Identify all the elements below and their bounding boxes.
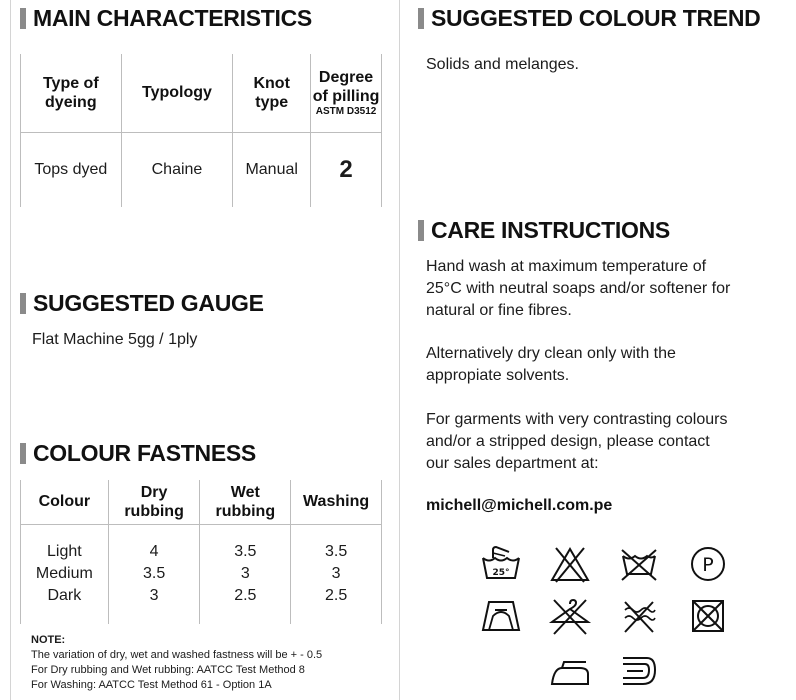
row-dark-washing: 2.5	[324, 586, 348, 604]
row-dark-wet: 2.5	[234, 586, 257, 604]
astm-note: ASTM D3512	[315, 105, 377, 117]
row-medium-colour: Medium	[35, 564, 93, 582]
header-knot: Knot type	[233, 54, 311, 132]
row-dark-dry: 3	[149, 586, 159, 604]
hand-wash-icon	[479, 544, 523, 584]
contact-email-link[interactable]: michell@michell.com.pe	[426, 497, 613, 514]
note-line: For Washing: AATCC Test Method 61 - Option 1A	[31, 679, 272, 691]
professional-wet-clean-icon	[617, 652, 661, 692]
note-line: For Dry rubbing and Wet rubbing: AATCC Test Method 8	[31, 664, 305, 676]
gauge-value: Flat Machine 5gg / 1ply	[32, 331, 198, 348]
header-dyeing: Type of dyeing	[21, 54, 122, 132]
row-medium-wet: 3	[240, 564, 250, 582]
suggested-gauge-title: SUGGESTED GAUGE	[20, 290, 264, 317]
row-medium-washing: 3	[331, 564, 341, 582]
washing-column	[291, 524, 382, 624]
note-label: NOTE:	[31, 634, 66, 646]
header-washing: Washing	[291, 480, 382, 524]
main-characteristics-title: MAIN CHARACTERISTICS	[20, 5, 312, 32]
title-bar	[20, 8, 26, 29]
left-page-edge	[10, 0, 11, 700]
dry-clean-p-icon	[686, 544, 730, 584]
value-typology: Chaine	[121, 132, 233, 207]
do-not-machine-dry-icon	[686, 596, 730, 636]
row-light-colour: Light	[47, 542, 82, 560]
header-pilling: Degree of pilling ASTM D3512	[311, 54, 382, 132]
header-wet-rubbing: Wet rubbing	[200, 480, 291, 524]
value-pilling: 2	[311, 132, 382, 207]
row-medium-dry: 3.5	[142, 564, 166, 582]
note-line: The variation of dry, wet and washed fastness will be + - 0.5	[31, 649, 323, 661]
wet-column	[200, 524, 291, 624]
value-knot: Manual	[233, 132, 311, 207]
do-not-hang-dry-icon	[548, 596, 592, 636]
main-characteristics-table	[20, 54, 382, 207]
care-paragraph-contact: For garments with very contrasting colours and/or a stripped design, please contact our sales department at:	[426, 411, 728, 472]
iron-low-icon	[548, 652, 592, 692]
colour-column	[21, 524, 109, 624]
title-bar	[20, 443, 26, 464]
column-divider	[399, 0, 400, 700]
row-dark-colour: Dark	[47, 586, 82, 604]
suggested-colour-trend-title: SUGGESTED COLOUR TREND	[418, 5, 760, 32]
title-bar	[418, 8, 424, 29]
care-instructions-title: CARE INSTRUCTIONS	[418, 217, 670, 244]
colour-fastness-title: COLOUR FASTNESS	[20, 440, 256, 467]
title-bar	[20, 293, 26, 314]
do-not-tumble-dry-icon	[617, 544, 661, 584]
value-dyeing: Tops dyed	[21, 132, 122, 207]
title-bar	[418, 220, 424, 241]
hand-wash-temp: 25°	[492, 568, 510, 578]
row-light-washing: 3.5	[324, 542, 348, 560]
dry-flat-icon	[479, 596, 523, 636]
care-paragraph-hand-wash: Hand wash at maximum temperature of 25°C with neutral soaps and/or softener for natural or fine fibres.	[426, 258, 731, 319]
header-typology: Typology	[121, 54, 233, 132]
colour-trend-value: Solids and melanges.	[426, 56, 579, 73]
do-not-wring-icon	[617, 596, 661, 636]
fastness-note	[31, 633, 322, 693]
care-paragraph-dry-clean: Alternatively dry clean only with the appropiate solvents.	[426, 345, 676, 384]
header-colour: Colour	[21, 480, 109, 524]
row-light-wet: 3.5	[234, 542, 257, 560]
dry-clean-letter: P	[702, 554, 714, 576]
dry-column	[108, 524, 200, 624]
colour-fastness-table	[20, 480, 382, 624]
do-not-bleach-icon	[548, 544, 592, 584]
row-light-dry: 4	[149, 542, 159, 560]
header-dry-rubbing: Dry rubbing	[108, 480, 200, 524]
